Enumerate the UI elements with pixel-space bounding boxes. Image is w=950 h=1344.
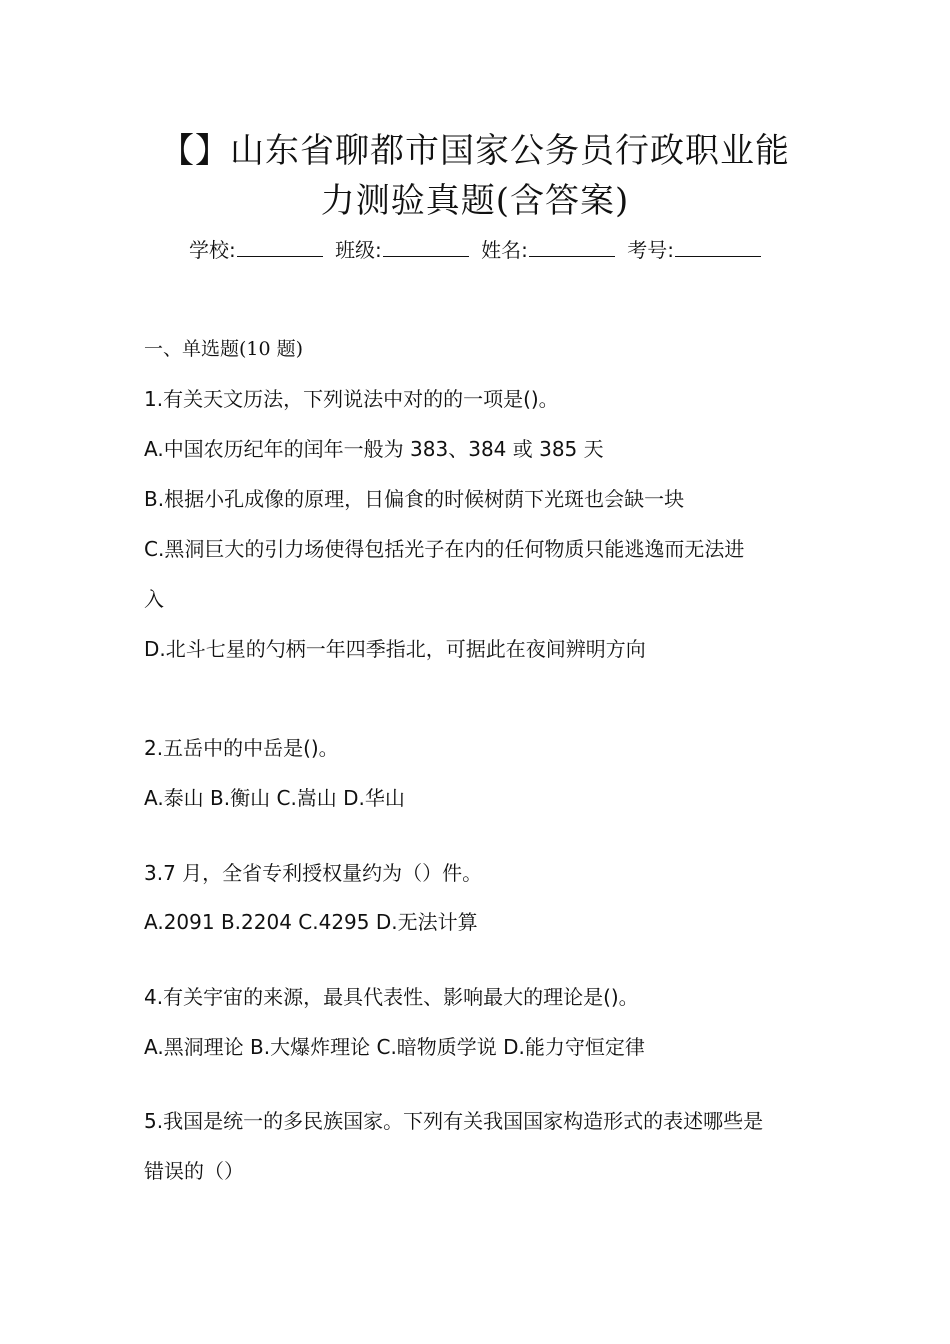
student-info-row bbox=[0, 234, 950, 266]
exam-number-blank[interactable] bbox=[675, 234, 761, 257]
name-blank[interactable] bbox=[529, 234, 615, 257]
info-label-exam-number: 考号: bbox=[627, 238, 675, 262]
info-field-class bbox=[335, 238, 469, 262]
section-heading: 一、单选题(10 题) bbox=[144, 338, 304, 360]
question-3-options: A.2091 B.2204 C.4295 D.无法计算 bbox=[144, 910, 478, 934]
question-1-stem: 1.有关天文历法，下列说法中对的的一项是()。 bbox=[144, 387, 559, 411]
document-title-line-1: 【】山东省聊都市国家公务员行政职业能 bbox=[160, 131, 790, 171]
info-label-school: 学校: bbox=[188, 238, 236, 262]
question-1-option-d: D.北斗七星的勺柄一年四季指北，可据此在夜间辨明方向 bbox=[144, 637, 646, 661]
info-field-exam-number bbox=[627, 238, 761, 262]
question-2-stem: 2.五岳中的中岳是()。 bbox=[144, 736, 339, 760]
question-4-stem: 4.有关宇宙的来源，最具代表性、影响最大的理论是()。 bbox=[144, 985, 639, 1009]
info-field-school bbox=[189, 238, 323, 262]
question-4-options: A.黑洞理论 B.大爆炸理论 C.暗物质学说 D.能力守恒定律 bbox=[144, 1035, 645, 1059]
question-1-option-c-continued: 入 bbox=[144, 587, 164, 611]
info-label-name: 姓名: bbox=[481, 238, 528, 262]
question-1-option-b: B.根据小孔成像的原理，日偏食的时候树荫下光斑也会缺一块 bbox=[144, 487, 685, 511]
question-5-stem-line-2: 错误的（） bbox=[144, 1159, 244, 1183]
question-1-option-c: C.黑洞巨大的引力场使得包括光子在内的任何物质只能逃逸而无法进 bbox=[144, 537, 745, 561]
info-label-class: 班级: bbox=[335, 238, 382, 262]
question-5-stem-line-1: 5.我国是统一的多民族国家。下列有关我国国家构造形式的表述哪些是 bbox=[144, 1109, 764, 1133]
document-title-line-2: 力测验真题(含答案) bbox=[320, 181, 630, 221]
question-3-stem: 3.7 月，全省专利授权量约为（）件。 bbox=[144, 861, 483, 885]
info-field-name bbox=[481, 238, 615, 262]
school-blank[interactable] bbox=[237, 234, 323, 257]
class-blank[interactable] bbox=[383, 234, 469, 257]
question-1-option-a: A.中国农历纪年的闰年一般为 383、384 或 385 天 bbox=[144, 437, 604, 461]
question-2-options: A.泰山 B.衡山 C.嵩山 D.华山 bbox=[144, 786, 405, 810]
